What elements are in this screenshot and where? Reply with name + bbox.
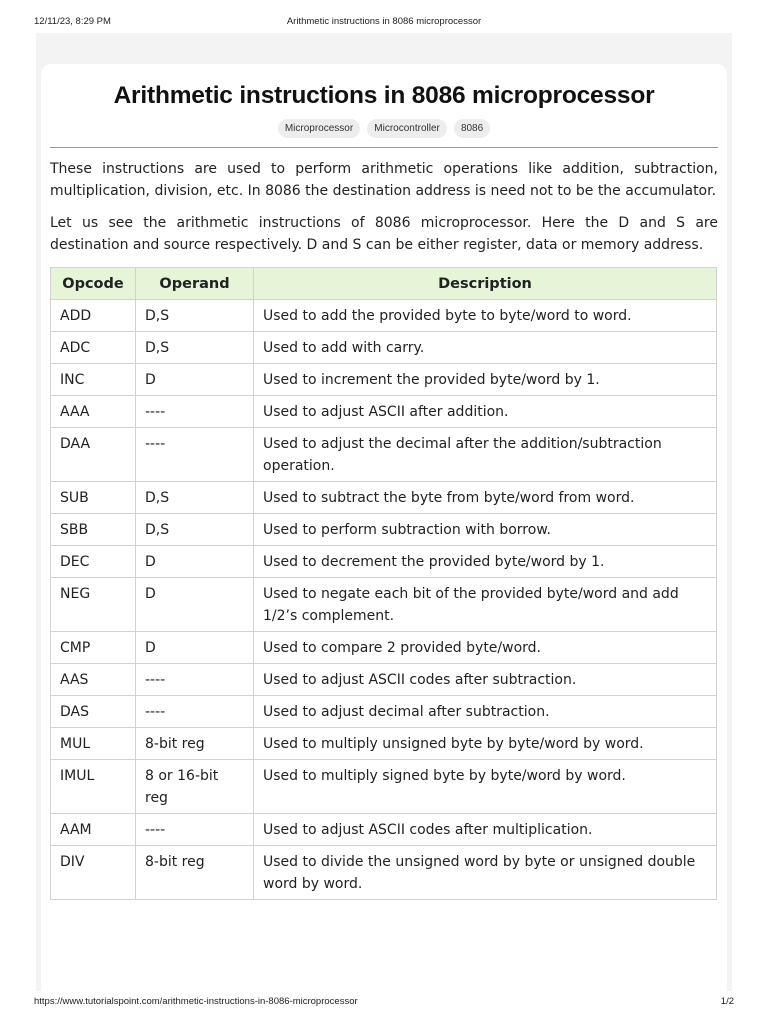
tag-microcontroller[interactable]: Microcontroller bbox=[367, 119, 447, 138]
print-header bbox=[34, 16, 734, 30]
opcode-cell: ADD bbox=[51, 300, 136, 332]
tag-microprocessor[interactable]: Microprocessor bbox=[278, 119, 360, 138]
table-row bbox=[51, 814, 717, 846]
table-row bbox=[51, 696, 717, 728]
opcode-cell: MUL bbox=[51, 728, 136, 760]
description-cell: Used to adjust ASCII after addition. bbox=[254, 396, 717, 428]
operand-cell: D bbox=[136, 632, 254, 664]
table-row bbox=[51, 632, 717, 664]
table-row bbox=[51, 578, 717, 632]
opcode-cell: DAS bbox=[51, 696, 136, 728]
table-row bbox=[51, 364, 717, 396]
operand-cell: D,S bbox=[136, 482, 254, 514]
opcode-cell: IMUL bbox=[51, 760, 136, 814]
print-url: https://www.tutorialspoint.com/arithmetic-instructions-in-8086-microprocessor bbox=[34, 996, 358, 1007]
opcode-cell: SUB bbox=[51, 482, 136, 514]
description-cell: Used to perform subtraction with borrow. bbox=[254, 514, 717, 546]
operand-cell: 8-bit reg bbox=[136, 846, 254, 900]
table-row bbox=[51, 482, 717, 514]
operand-cell: D,S bbox=[136, 300, 254, 332]
operand-cell: 8-bit reg bbox=[136, 728, 254, 760]
operand-cell: ---- bbox=[136, 428, 254, 482]
opcode-cell: DEC bbox=[51, 546, 136, 578]
tag-list bbox=[50, 116, 718, 136]
table-row bbox=[51, 546, 717, 578]
print-page-number: 1/2 bbox=[720, 996, 734, 1007]
header-opcode: Opcode bbox=[51, 268, 136, 300]
operand-cell: 8 or 16-bit reg bbox=[136, 760, 254, 814]
operand-cell: D bbox=[136, 546, 254, 578]
table-row bbox=[51, 428, 717, 482]
header-description: Description bbox=[254, 268, 717, 300]
operand-cell: D,S bbox=[136, 332, 254, 364]
article-card bbox=[41, 64, 727, 1004]
description-cell: Used to multiply signed byte by byte/word by word. bbox=[254, 760, 717, 814]
description-cell: Used to negate each bit of the provided byte/word and add 1/2’s complement. bbox=[254, 578, 717, 632]
instruction-table bbox=[50, 267, 717, 900]
operand-cell: D,S bbox=[136, 514, 254, 546]
article-title: Arithmetic instructions in 8086 microprocessor bbox=[113, 82, 655, 109]
table-body bbox=[51, 300, 717, 900]
description-cell: Used to multiply unsigned byte by byte/word by word. bbox=[254, 728, 717, 760]
description-cell: Used to subtract the byte from byte/word from word. bbox=[254, 482, 717, 514]
table-row bbox=[51, 396, 717, 428]
opcode-cell: AAA bbox=[51, 396, 136, 428]
opcode-cell: DIV bbox=[51, 846, 136, 900]
header-operand: Operand bbox=[136, 268, 254, 300]
description-cell: Used to add the provided byte to byte/word to word. bbox=[254, 300, 717, 332]
table-row bbox=[51, 664, 717, 696]
description-cell: Used to adjust ASCII codes after subtraction. bbox=[254, 664, 717, 696]
operand-cell: ---- bbox=[136, 696, 254, 728]
operand-cell: ---- bbox=[136, 396, 254, 428]
opcode-cell: CMP bbox=[51, 632, 136, 664]
opcode-cell: ADC bbox=[51, 332, 136, 364]
opcode-cell: NEG bbox=[51, 578, 136, 632]
description-cell: Used to increment the provided byte/word by 1. bbox=[254, 364, 717, 396]
print-footer bbox=[34, 996, 734, 1010]
print-date: 12/11/23, 8:29 PM bbox=[34, 16, 111, 27]
description-cell: Used to add with carry. bbox=[254, 332, 717, 364]
table-row bbox=[51, 760, 717, 814]
opcode-cell: SBB bbox=[51, 514, 136, 546]
explanation-paragraph: Let us see the arithmetic instructions of 8086 microprocessor. Here the D and S are destination and source respectively. D and S can be either register, data or memory address. bbox=[50, 215, 718, 253]
opcode-cell: DAA bbox=[51, 428, 136, 482]
table-row bbox=[51, 300, 717, 332]
table-row bbox=[51, 332, 717, 364]
description-cell: Used to adjust ASCII codes after multiplication. bbox=[254, 814, 717, 846]
table-header-row bbox=[51, 268, 717, 300]
operand-cell: D bbox=[136, 578, 254, 632]
table-row bbox=[51, 514, 717, 546]
tag-8086[interactable]: 8086 bbox=[454, 119, 490, 138]
print-doc-title: Arithmetic instructions in 8086 microprocessor bbox=[286, 16, 482, 27]
description-cell: Used to adjust the decimal after the addition/subtraction operation. bbox=[254, 428, 717, 482]
description-cell: Used to divide the unsigned word by byte or unsigned double word by word. bbox=[254, 846, 717, 900]
description-cell: Used to decrement the provided byte/word by 1. bbox=[254, 546, 717, 578]
table-row bbox=[51, 846, 717, 900]
intro-paragraph: These instructions are used to perform arithmetic operations like addition, subtraction, multiplication, division, etc. In 8086 the destination address is need not to be the accumulator. bbox=[50, 161, 718, 199]
description-cell: Used to adjust decimal after subtraction. bbox=[254, 696, 717, 728]
opcode-cell: INC bbox=[51, 364, 136, 396]
opcode-cell: AAS bbox=[51, 664, 136, 696]
title-divider bbox=[50, 147, 718, 148]
operand-cell: D bbox=[136, 364, 254, 396]
table-row bbox=[51, 728, 717, 760]
operand-cell: ---- bbox=[136, 664, 254, 696]
description-cell: Used to compare 2 provided byte/word. bbox=[254, 632, 717, 664]
operand-cell: ---- bbox=[136, 814, 254, 846]
opcode-cell: AAM bbox=[51, 814, 136, 846]
